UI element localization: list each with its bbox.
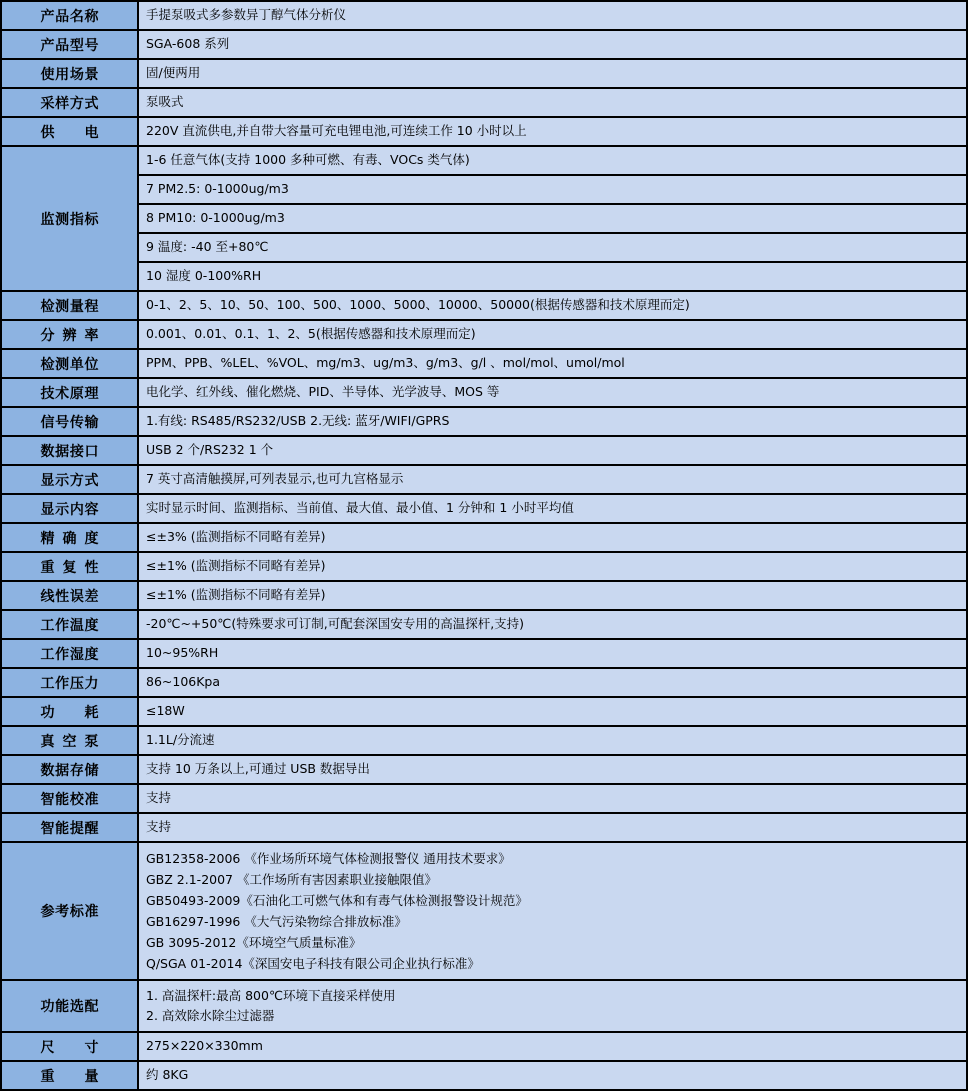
spec-row-detection-unit: [1, 349, 967, 378]
spec-row-optional-features: [1, 980, 967, 1032]
spec-label: 分 辨 率: [1, 320, 138, 349]
spec-label: 使用场景: [1, 59, 138, 88]
spec-label: 显示内容: [1, 494, 138, 523]
spec-row-power-consumption: [1, 697, 967, 726]
spec-row-technical-principle: [1, 378, 967, 407]
spec-value: 0-1、2、5、10、50、100、500、1000、5000、10000、50000(根据传感器和技术原理而定): [138, 291, 967, 320]
spec-row-monitoring-indicators: [1, 146, 967, 175]
spec-row-display-content: [1, 494, 967, 523]
spec-row-linearity-error: [1, 581, 967, 610]
spec-subrow: [1, 233, 967, 262]
spec-label: 信号传输: [1, 407, 138, 436]
standard-line: Q/SGA 01-2014《深国安电子科技有限公司企业执行标准》: [146, 956, 480, 971]
spec-value: 电化学、红外线、催化燃烧、PID、半导体、光学波导、MOS 等: [138, 378, 967, 407]
spec-label: 产品型号: [1, 30, 138, 59]
spec-value: 9 温度: -40 至+80℃: [138, 233, 967, 262]
spec-value: ≤±3% (监测指标不同略有差异): [138, 523, 967, 552]
spec-label: 检测单位: [1, 349, 138, 378]
spec-label: 真 空 泵: [1, 726, 138, 755]
spec-label: 参考标准: [1, 842, 138, 980]
spec-subrow: [1, 262, 967, 291]
spec-row-power-supply: [1, 117, 967, 146]
spec-label: 数据存储: [1, 755, 138, 784]
spec-row-vacuum-pump: [1, 726, 967, 755]
spec-value: ≤±1% (监测指标不同略有差异): [138, 552, 967, 581]
spec-value: 8 PM10: 0-1000ug/m3: [138, 204, 967, 233]
spec-label: 智能提醒: [1, 813, 138, 842]
spec-value: SGA-608 系列: [138, 30, 967, 59]
spec-label: 技术原理: [1, 378, 138, 407]
spec-value: 7 英寸高清触摸屏,可列表显示,也可九宫格显示: [138, 465, 967, 494]
spec-subrow: [1, 175, 967, 204]
spec-value: -20℃~+50℃(特殊要求可订制,可配套深国安专用的高温探杆,支持): [138, 610, 967, 639]
spec-value: 7 PM2.5: 0-1000ug/m3: [138, 175, 967, 204]
spec-label: 工作压力: [1, 668, 138, 697]
spec-value: 1.有线: RS485/RS232/USB 2.无线: 蓝牙/WIFI/GPRS: [138, 407, 967, 436]
spec-value: PPM、PPB、%LEL、%VOL、mg/m3、ug/m3、g/m3、g/l 、mol/mol、umol/mol: [138, 349, 967, 378]
spec-value: USB 2 个/RS232 1 个: [138, 436, 967, 465]
standard-line: GB12358-2006 《作业场所环境气体检测报警仪 通用技术要求》: [146, 851, 511, 866]
spec-row-working-humidity: [1, 639, 967, 668]
spec-value: 275×220×330mm: [138, 1032, 967, 1061]
spec-label: 重 量: [1, 1061, 138, 1090]
spec-row-working-pressure: [1, 668, 967, 697]
spec-label: 数据接口: [1, 436, 138, 465]
spec-label: 精 确 度: [1, 523, 138, 552]
spec-value: 手提泵吸式多参数异丁醇气体分析仪: [138, 1, 967, 30]
spec-label: 采样方式: [1, 88, 138, 117]
spec-row-signal-transmission: [1, 407, 967, 436]
spec-row-dimensions: [1, 1032, 967, 1061]
standard-line: GB50493-2009《石油化工可燃气体和有毒气体检测报警设计规范》: [146, 893, 528, 908]
spec-label: 显示方式: [1, 465, 138, 494]
option-line: 2. 高效除水除尘过滤器: [146, 1008, 275, 1023]
spec-label: 工作温度: [1, 610, 138, 639]
spec-label: 智能校准: [1, 784, 138, 813]
spec-value: 约 8KG: [138, 1061, 967, 1090]
spec-label: 产品名称: [1, 1, 138, 30]
spec-value: ≤±1% (监测指标不同略有差异): [138, 581, 967, 610]
spec-row-detection-range: [1, 291, 967, 320]
spec-value: 支持: [138, 813, 967, 842]
spec-value: 220V 直流供电,并自带大容量可充电锂电池,可连续工作 10 小时以上: [138, 117, 967, 146]
spec-value: 10~95%RH: [138, 639, 967, 668]
spec-label: 检测量程: [1, 291, 138, 320]
spec-value: [138, 980, 967, 1032]
spec-value: 0.001、0.01、0.1、1、2、5(根据传感器和技术原理而定): [138, 320, 967, 349]
spec-value: 支持: [138, 784, 967, 813]
spec-label: 功 耗: [1, 697, 138, 726]
spec-row-display-mode: [1, 465, 967, 494]
spec-label: 尺 寸: [1, 1032, 138, 1061]
spec-row-data-interface: [1, 436, 967, 465]
spec-label: 线性误差: [1, 581, 138, 610]
spec-label: 供 电: [1, 117, 138, 146]
spec-label: 工作湿度: [1, 639, 138, 668]
spec-label: 重 复 性: [1, 552, 138, 581]
spec-value: 86~106Kpa: [138, 668, 967, 697]
spec-row-working-temperature: [1, 610, 967, 639]
standard-line: GBZ 2.1-2007 《工作场所有害因素职业接触限值》: [146, 872, 437, 887]
spec-value: 1.1L/分流速: [138, 726, 967, 755]
spec-row-smart-calibration: [1, 784, 967, 813]
spec-label: 监测指标: [1, 146, 138, 291]
spec-value: [138, 842, 967, 980]
standard-line: GB16297-1996 《大气污染物综合排放标准》: [146, 914, 407, 929]
spec-row-repeatability: [1, 552, 967, 581]
spec-row-smart-reminder: [1, 813, 967, 842]
spec-label: 功能选配: [1, 980, 138, 1032]
spec-row-sampling-method: [1, 88, 967, 117]
spec-row-reference-standards: [1, 842, 967, 980]
spec-row-product-name: [1, 1, 967, 30]
spec-value: 固/便两用: [138, 59, 967, 88]
spec-row-accuracy: [1, 523, 967, 552]
spec-value: 支持 10 万条以上,可通过 USB 数据导出: [138, 755, 967, 784]
spec-row-usage-scene: [1, 59, 967, 88]
spec-row-model: [1, 30, 967, 59]
spec-value: ≤18W: [138, 697, 967, 726]
spec-row-data-storage: [1, 755, 967, 784]
standard-line: GB 3095-2012《环境空气质量标准》: [146, 935, 362, 950]
spec-row-resolution: [1, 320, 967, 349]
spec-value: 泵吸式: [138, 88, 967, 117]
spec-row-weight: [1, 1061, 967, 1090]
spec-value: 1-6 任意气体(支持 1000 多种可燃、有毒、VOCs 类气体): [138, 146, 967, 175]
spec-value: 实时显示时间、监测指标、当前值、最大值、最小值、1 分钟和 1 小时平均值: [138, 494, 967, 523]
option-line: 1. 高温探杆:最高 800℃环境下直接采样使用: [146, 988, 396, 1003]
spec-value: 10 湿度 0-100%RH: [138, 262, 967, 291]
spec-subrow: [1, 204, 967, 233]
